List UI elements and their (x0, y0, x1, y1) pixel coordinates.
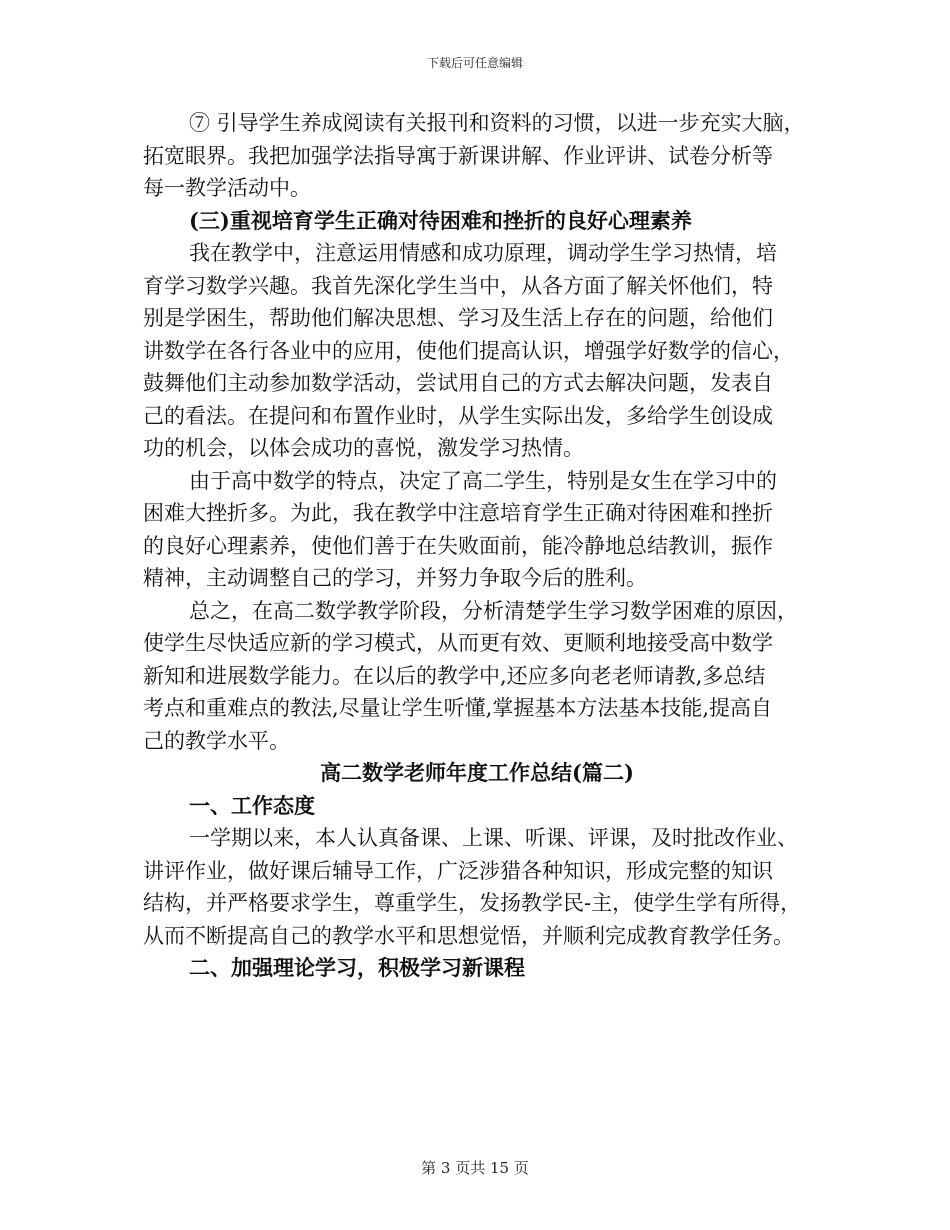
section-heading: 一、工作态度 (189, 792, 315, 818)
text-line: 讲数学在各行各业中的应用，使他们提高认识，增强学好数学的信心， (143, 338, 794, 363)
section-heading: (三)重视培育学生正确对待困难和挫折的良好心理素养 (189, 207, 692, 233)
text-line: 己的教学水平。 (143, 728, 290, 753)
document-body (143, 107, 811, 985)
text-line: 一学期以来，本人认真备课、上课、听课、评课，及时批改作业、 (189, 826, 798, 850)
text-line: 别是学困生，帮助他们解决思想、学习及生活上存在的问题，给他们 (143, 306, 773, 330)
text-line: 我在教学中，注意运用情感和成功原理，调动学生学习热情，培 (189, 241, 777, 265)
text-line: 鼓舞他们主动参加数学活动，尝试用自己的方式去解决问题，发表自 (143, 371, 773, 395)
text-line: 的良好心理素养，使他们善于在失败面前，能冷静地总结教训，振作 (143, 533, 773, 558)
page-footer: 第 3 页共 15 页 (421, 1159, 529, 1177)
text-line: 功的机会，以体会成功的喜悦，激发学习热情。 (143, 436, 584, 460)
text-line: 总之，在高二数学教学阶段，分析清楚学生学习数学困难的原因， (189, 598, 798, 623)
text-line: 考点和重难点的教法,尽量让学生听懂,掌握基本方法基本技能,提高自 (143, 696, 773, 720)
text-line: 由于高中数学的特点，决定了高二学生，特别是女生在学习中的 (189, 468, 777, 493)
text-line: 结构，并严格要求学生，尊重学生，发扬教学民-主，使学生学有所得， (143, 891, 802, 915)
text-line: ⑦ 引导学生养成阅读有关报刊和资料的习惯，以进一步充实大脑， (189, 111, 805, 135)
text-line: 精神，主动调整自己的学习，并努力争取今后的胜利。 (143, 566, 647, 590)
section-title: 高二数学老师年度工作总结(篇二) (320, 760, 634, 785)
text-line: 拓宽眼界。我把加强学法指导寓于新课讲解、作业评讲、试卷分析等 (143, 143, 773, 168)
text-line: 从而不断提高自己的教学水平和思想觉悟，并顺利完成教育教学任务。 (143, 923, 794, 948)
section-heading: 二、加强理论学习，积极学习新课程 (189, 955, 525, 980)
text-line: 困难大挫折多。为此，我在教学中注意培育学生正确对待困难和挫折 (143, 501, 773, 525)
text-line: 育学习数学兴趣。我首先深化学生当中，从各方面了解关怀他们，特 (143, 273, 773, 298)
text-line: 使学生尽快适应新的学习模式，从而更有效、更顺利地接受高中数学 (143, 631, 773, 655)
text-line: 每一教学活动中。 (143, 176, 311, 200)
text-line: 新知和进展数学能力。在以后的教学中,还应多向老老师请教,多总结 (143, 663, 766, 688)
text-line: 己的看法。在提问和布置作业时，从学生实际出发，多给学生创设成 (143, 403, 773, 428)
text-line: 讲评作业，做好课后辅导工作，广泛涉猎各种知识，形成完整的知识 (143, 858, 773, 883)
page-header: 下载后可任意编辑 (426, 56, 523, 70)
